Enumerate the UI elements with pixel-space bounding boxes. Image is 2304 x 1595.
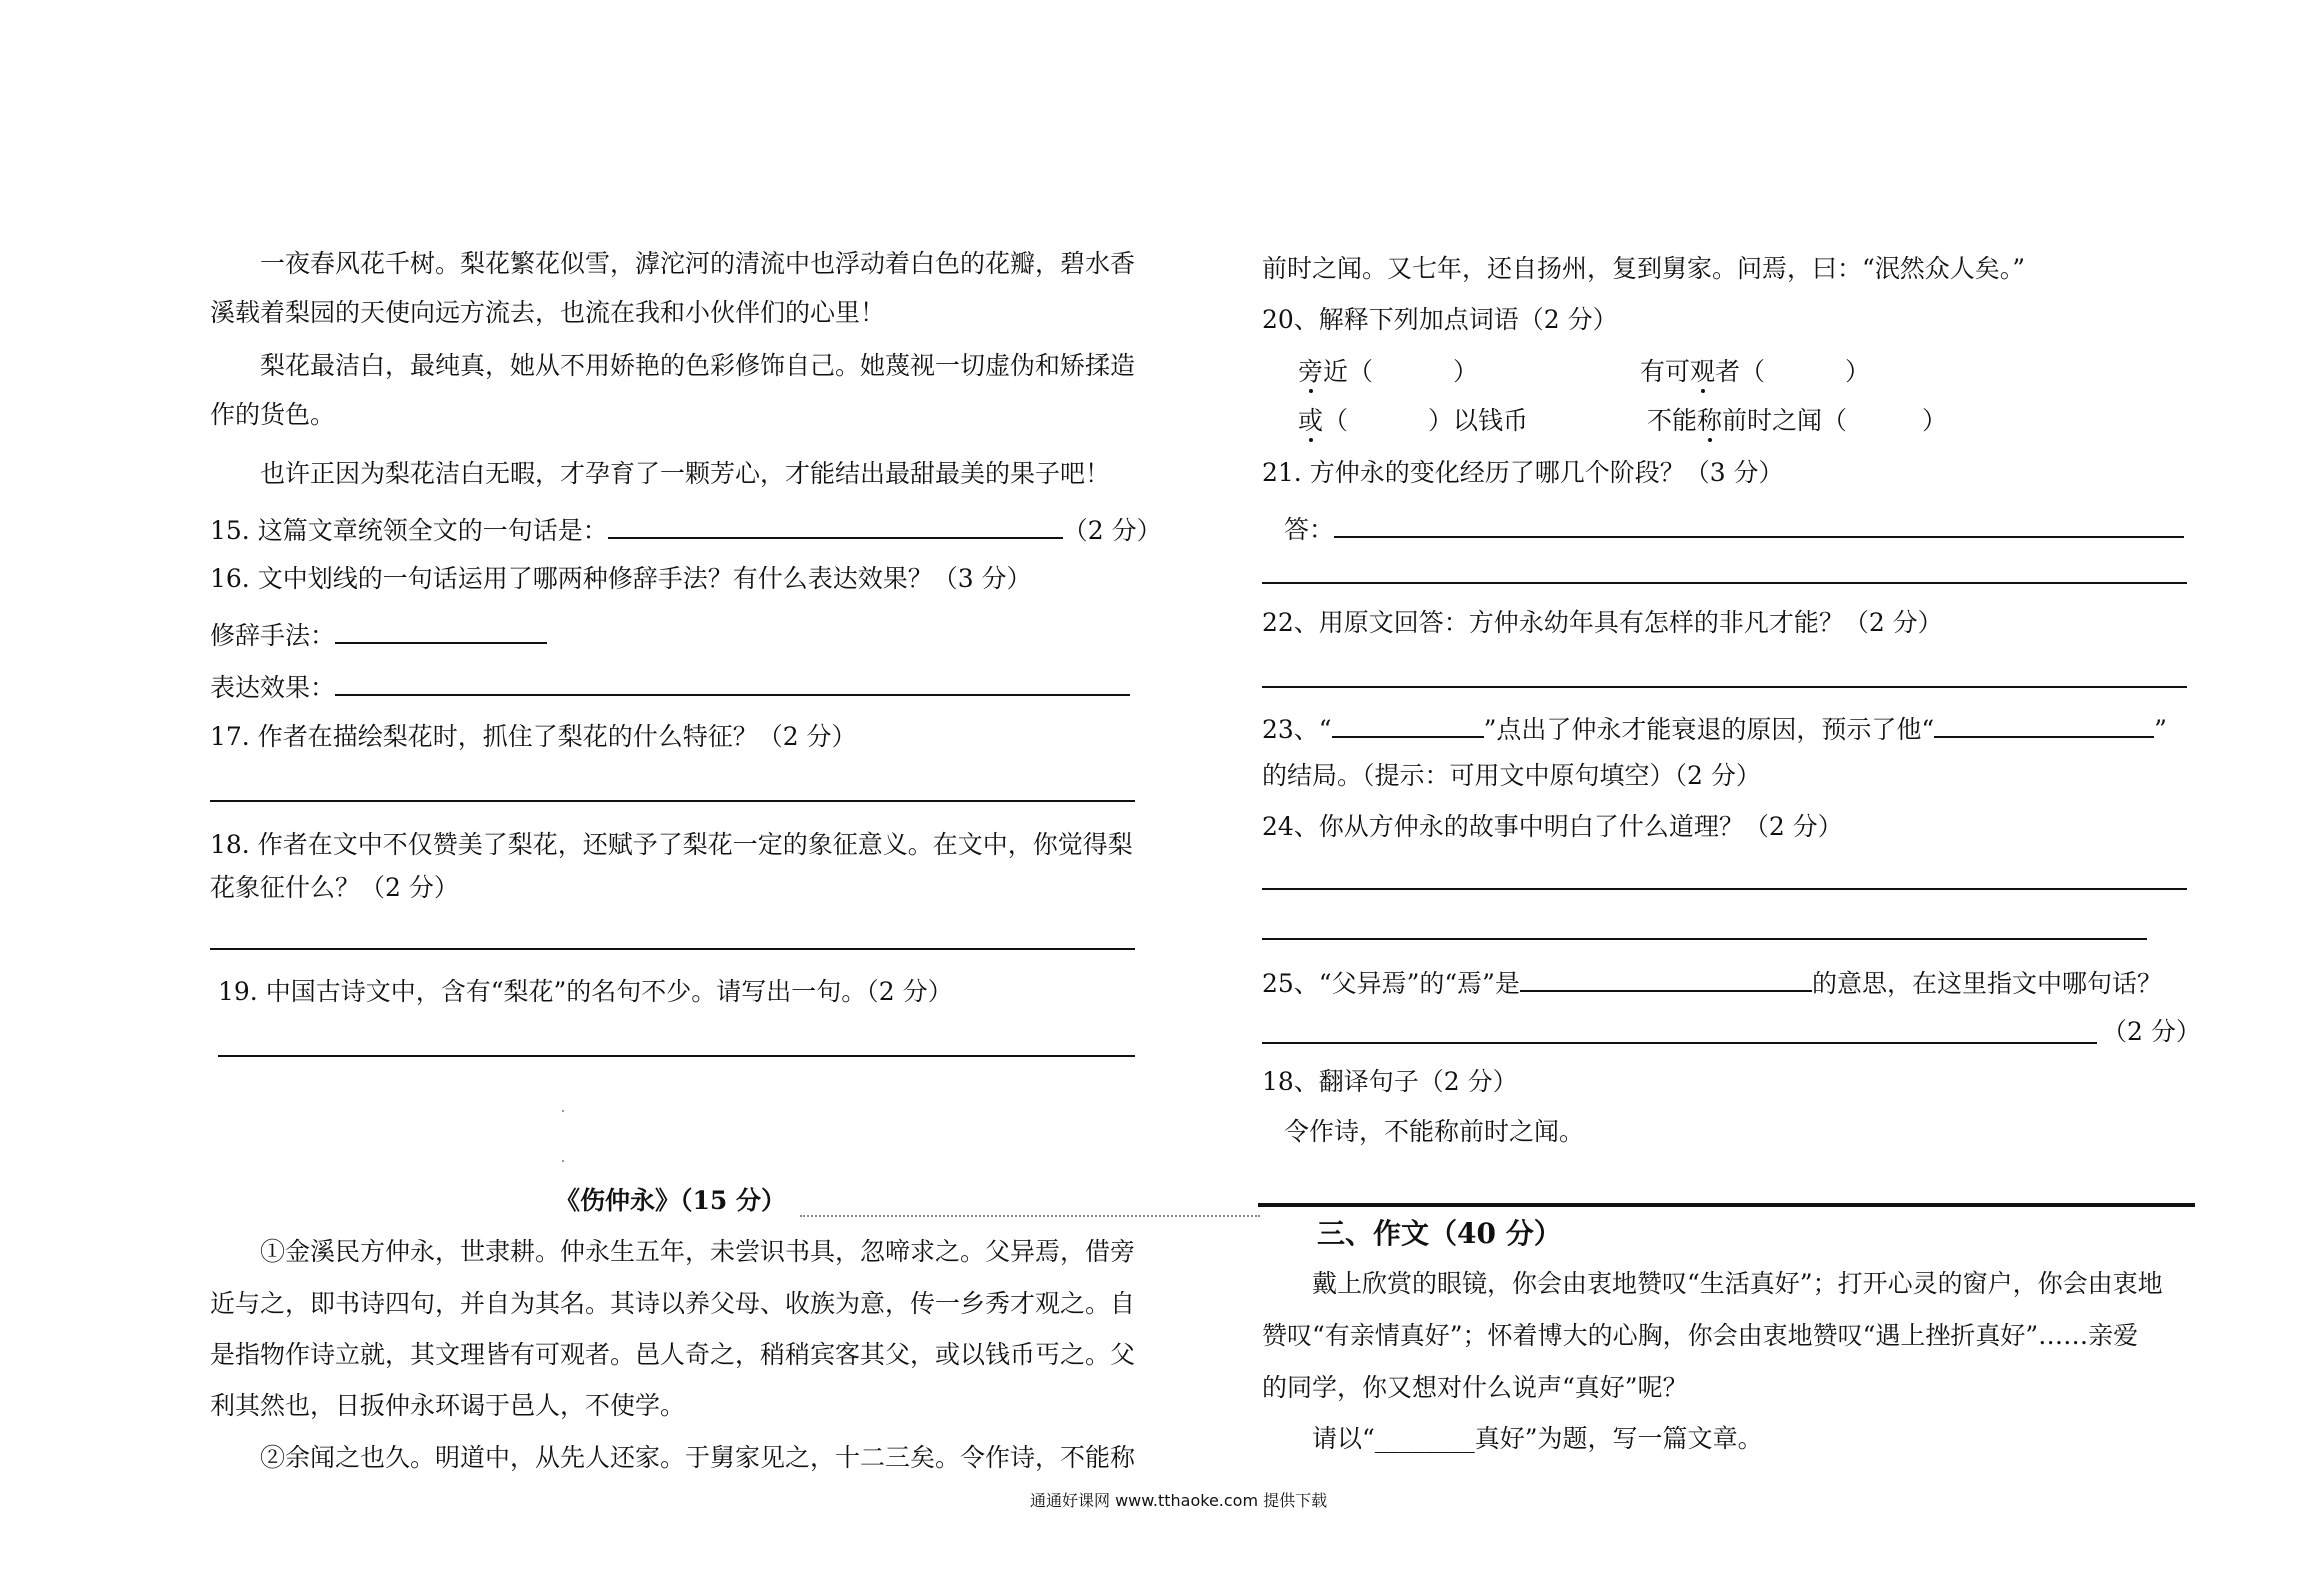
question-16-effect <box>210 668 1130 704</box>
question-25 <box>1262 964 2162 1000</box>
question-20: 20、解释下列加点词语（2 分） <box>1262 305 1618 334</box>
question-17: 17. 作者在描绘梨花时，抓住了梨花的什么特征？（2 分） <box>210 722 857 751</box>
essay-line: 戴上欣赏的眼镜，你会由衷地赞叹“生活真好”；打开心灵的窗户，你会由衷地 <box>1312 1269 2163 1298</box>
effect-blank[interactable] <box>335 668 1130 696</box>
question-text: 15. 这篇文章统领全文的一句话是： <box>210 516 608 545</box>
rhetoric-blank[interactable] <box>335 616 547 644</box>
word-part: 有可 <box>1640 357 1691 386</box>
answer-line[interactable] <box>210 800 1135 802</box>
dotted-separator <box>800 1215 1260 1217</box>
scan-speck <box>562 1160 564 1162</box>
q20-item-d <box>1647 405 1947 437</box>
word-part: 不能 <box>1647 406 1698 435</box>
field-label: 表达效果： <box>210 673 336 702</box>
answer-line[interactable] <box>1262 582 2187 584</box>
dotted-word: 旁 <box>1298 357 1324 386</box>
paren: ） <box>1453 357 1479 386</box>
word-part: 者（ <box>1715 357 1766 386</box>
question-text: 25、“父异焉”的“焉”是 <box>1262 969 1520 998</box>
essay-line: 的同学，你又想对什么说声“真好”呢？ <box>1262 1373 1688 1402</box>
classical-line: 近与之，即书诗四句，并自为其名。其诗以养父母、收族为意，传一乡秀才观之。自 <box>210 1289 1136 1318</box>
passage-line: 作的货色。 <box>210 400 336 429</box>
classical-line: 是指物作诗立就，其文理皆有可观者。邑人奇之，稍稍宾客其父，或以钱币丐之。父 <box>210 1340 1136 1369</box>
q20-item-a <box>1298 356 1478 388</box>
paren: （ <box>1348 357 1374 386</box>
dotted-word: 或 <box>1298 406 1324 435</box>
answer-line[interactable] <box>218 1055 1135 1057</box>
essay-prompt: 请以“________真好”为题，写一篇文章。 <box>1312 1424 1763 1453</box>
word-rest: 近 <box>1323 357 1349 386</box>
passage-line: 溪载着梨园的天使向远方流去，也流在我和小伙伴们的心里！ <box>210 298 886 327</box>
question-18: 花象征什么？（2 分） <box>210 873 459 902</box>
scan-speck <box>562 1110 564 1112</box>
score: （2 分） <box>1062 516 1162 545</box>
answer-label: 答： <box>1284 515 1335 544</box>
dotted-word: 观 <box>1690 357 1716 386</box>
question-18-translate: 18、翻译句子（2 分） <box>1262 1067 1518 1096</box>
answer-blank[interactable] <box>1934 710 2154 738</box>
paren: （ <box>1323 406 1349 435</box>
section-heading: 三、作文（40 分） <box>1317 1217 1562 1250</box>
question-22: 22、用原文回答：方仲永幼年具有怎样的非凡才能？（2 分） <box>1262 608 1943 637</box>
answer-line[interactable] <box>1262 888 2187 890</box>
question-19: 19. 中国古诗文中，含有“梨花”的名句不少。请写出一句。（2 分） <box>218 977 953 1006</box>
answer-blank[interactable] <box>1520 964 1812 992</box>
question-23-cont: 的结局。（提示：可用文中原句填空）（2 分） <box>1262 761 1761 790</box>
passage-line: 一夜春风花千树。梨花繁花似雪，滹沱河的清流中也浮动着白色的花瓣，碧水香 <box>260 249 1136 278</box>
answer-line[interactable] <box>1262 1042 2097 1044</box>
score: （2 分） <box>2102 1017 2201 1046</box>
translate-sentence: 令作诗，不能称前时之闻。 <box>1284 1117 1585 1146</box>
classical-line: 利其然也，日扳仲永环谒于邑人，不使学。 <box>210 1391 686 1420</box>
paren: ） <box>1845 357 1871 386</box>
question-18: 18. 作者在文中不仅赞美了梨花，还赋予了梨花一定的象征意义。在文中，你觉得梨 <box>210 830 1133 859</box>
q20-item-b <box>1640 356 1870 388</box>
section-divider <box>1258 1203 2195 1207</box>
passage-line: 也许正因为梨花洁白无暇，才孕育了一颗芳心，才能结出最甜最美的果子吧！ <box>260 459 1111 488</box>
essay-line: 赞叹“有亲情真好”；怀着博大的心胸，你会由衷地赞叹“遇上挫折真好”……亲爱 <box>1262 1321 2139 1350</box>
field-label: 修辞手法： <box>210 621 336 650</box>
question-text: 23、“ <box>1262 715 1332 744</box>
answer-line[interactable] <box>1262 686 2187 688</box>
classical-line: 前时之闻。又七年，还自扬州，复到舅家。问焉，曰：“泯然众人矣。” <box>1262 254 2026 283</box>
question-text: ”点出了仲永才能衰退的原因，预示了他“ <box>1483 715 1935 744</box>
answer-line[interactable] <box>1262 938 2147 940</box>
footer-credit: 通通好课网 www.tthaoke.com 提供下载 <box>1030 1491 1328 1510</box>
question-text: ” <box>2154 715 2167 744</box>
answer-blank[interactable] <box>1334 510 2184 538</box>
question-16: 16. 文中划线的一句话运用了哪两种修辞手法？有什么表达效果？（3 分） <box>210 564 1032 593</box>
question-23 <box>1262 710 2167 746</box>
dotted-word: 称 <box>1697 406 1723 435</box>
passage-title: 《伤仲永》（15 分） <box>555 1186 786 1215</box>
q20-item-c <box>1298 405 1528 437</box>
answer-row <box>1284 510 2184 546</box>
question-text: 的意思，在这里指文中哪句话？ <box>1811 969 2162 998</box>
word-part: 前时之闻（ <box>1722 406 1848 435</box>
word-part: ）以钱币 <box>1428 406 1529 435</box>
answer-blank[interactable] <box>608 511 1063 539</box>
question-21: 21. 方仲永的变化经历了哪几个阶段？（3 分） <box>1262 458 1784 487</box>
classical-line: ①金溪民方仲永，世隶耕。仲永生五年，未尝识书具，忽啼求之。父异焉，借旁 <box>260 1237 1136 1266</box>
answer-blank[interactable] <box>1332 710 1484 738</box>
question-15 <box>210 511 1162 547</box>
answer-line[interactable] <box>210 948 1135 950</box>
question-24: 24、你从方仲永的故事中明白了什么道理？（2 分） <box>1262 812 1843 841</box>
passage-line: 梨花最洁白，最纯真，她从不用娇艳的色彩修饰自己。她蔑视一切虚伪和矫揉造 <box>260 351 1136 380</box>
classical-line: ②余闻之也久。明道中，从先人还家。于舅家见之，十二三矣。令作诗，不能称 <box>260 1443 1136 1472</box>
question-16-rhetoric <box>210 616 547 652</box>
paren: ） <box>1922 406 1948 435</box>
